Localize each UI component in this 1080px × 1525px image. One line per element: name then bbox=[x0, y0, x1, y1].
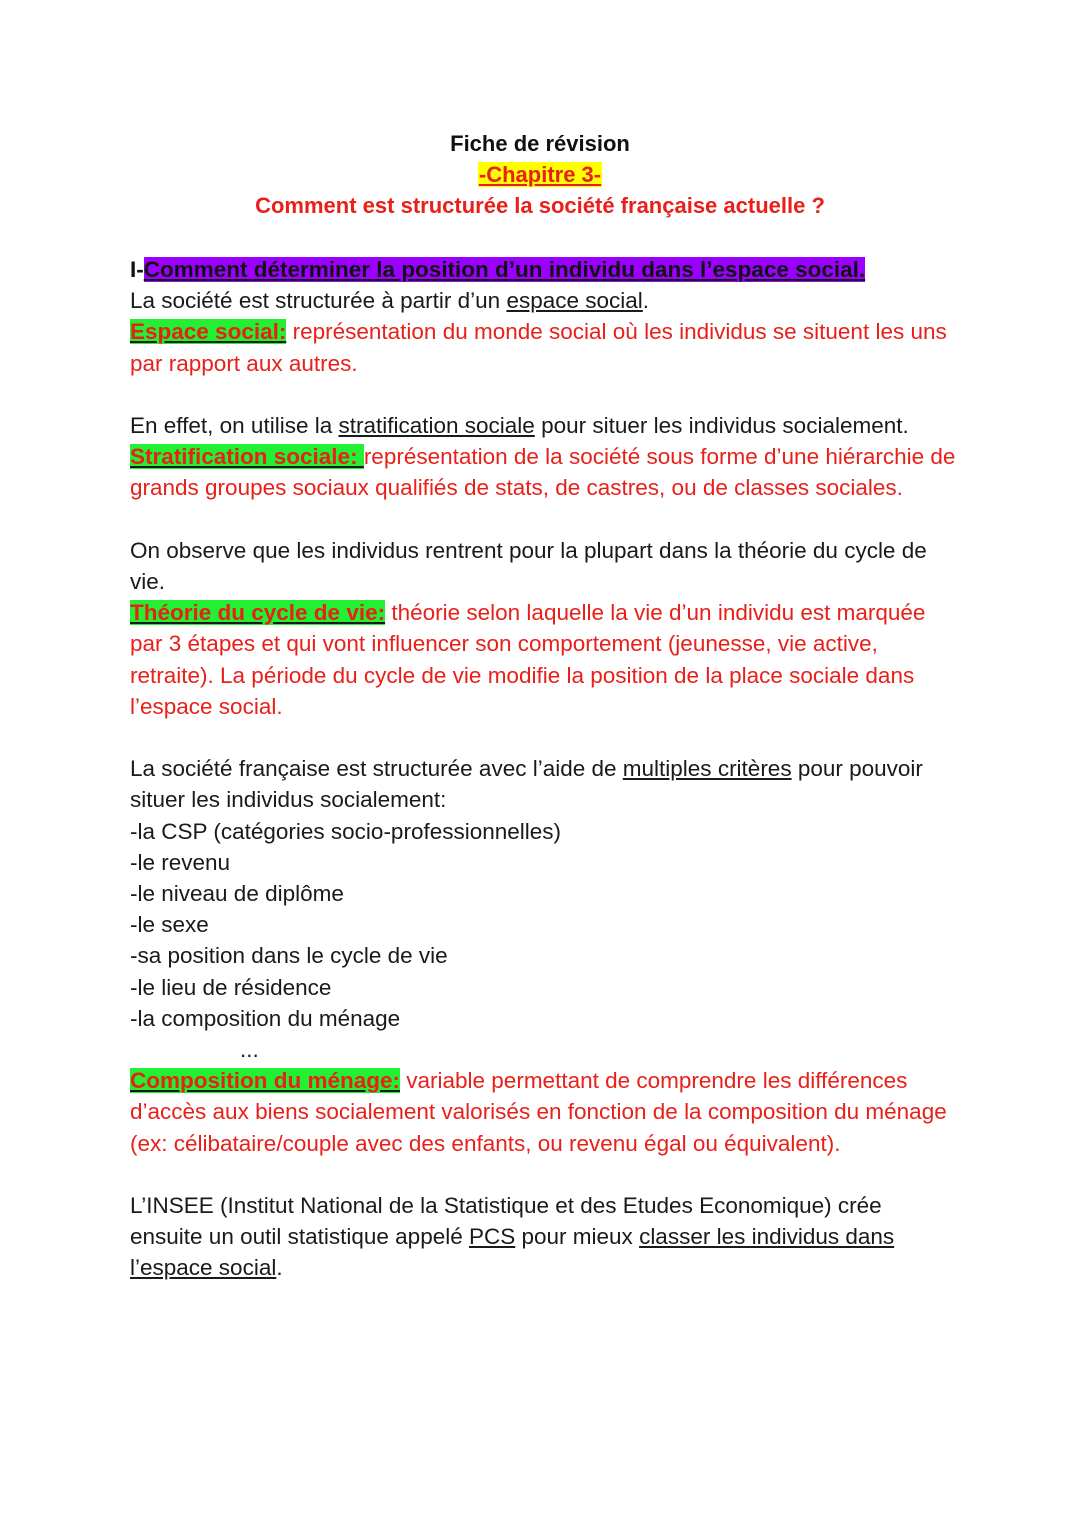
spacer bbox=[130, 379, 960, 410]
spacer bbox=[130, 1159, 960, 1190]
paragraph-text: . bbox=[642, 288, 650, 314]
paragraph-text: La société est structurée à partir d’un bbox=[130, 288, 507, 314]
paragraph-criteres bbox=[130, 753, 960, 815]
paragraph-insee bbox=[130, 1190, 960, 1284]
section-number: I- bbox=[130, 257, 144, 282]
paragraph-text: pour situer les individus socialement. bbox=[534, 413, 909, 438]
definition-text: représentation du monde social où les individus se situent les uns par rapport aux autres. bbox=[130, 319, 947, 376]
definition-term: Composition du ménage: bbox=[130, 1068, 400, 1094]
definition-cycle-de-vie bbox=[130, 597, 960, 722]
underlined-espace-social: espace social bbox=[506, 288, 643, 314]
paragraph-cycle-de-vie: On observe que les individus rentrent pour la plupart dans la théorie du cycle de vie. bbox=[130, 537, 927, 594]
spacer bbox=[130, 504, 960, 535]
document-body bbox=[130, 254, 960, 1284]
section-heading-text: Comment déterminer la position d’un individu dans l’espace social. bbox=[143, 257, 866, 282]
criteria-item: -le revenu bbox=[130, 849, 231, 875]
paragraph-text: pour pouvoir situer les individus socialement: bbox=[130, 756, 923, 813]
underlined-stratification-sociale: stratification sociale bbox=[338, 413, 535, 438]
paragraph-text: En effet, on utilise la bbox=[130, 413, 339, 438]
definition-term: Stratification sociale: bbox=[130, 444, 364, 470]
paragraph-text: La société française est structurée avec l’aide de bbox=[130, 756, 623, 782]
definition-term: Théorie du cycle de vie: bbox=[130, 600, 386, 626]
underlined-pcs: PCS bbox=[468, 1224, 516, 1250]
definition-text: variable permettant de comprendre les différences d’accès aux biens socialement valorisés en fonction de la composition du ménage (ex: célibataire/couple avec des enfants, ou revenu égal ou équivalent). bbox=[130, 1068, 947, 1156]
underlined-multiples-criteres: multiples critères bbox=[622, 756, 792, 782]
definition-stratification-sociale bbox=[130, 441, 960, 503]
definition-text: représentation de la société sous forme d’une hiérarchie de grands groupes sociaux qualifiés de stats, de castres, ou de classes sociales. bbox=[130, 444, 956, 501]
section-heading-1 bbox=[130, 254, 960, 285]
paragraph-stratification bbox=[130, 410, 960, 441]
paragraph-text: . bbox=[276, 1255, 283, 1281]
definition-text: théorie selon laquelle la vie d’un individu est marquée par 3 étapes et qui vont influencer son comportement (jeunesse, vie active, retraite). La période du cycle de vie modifie la position de la place sociale dans l’espace social. bbox=[130, 600, 926, 719]
criteria-item: -le niveau de diplôme bbox=[130, 881, 344, 907]
paragraph-espace-social bbox=[130, 285, 960, 316]
criteria-item: -le lieu de résidence bbox=[130, 974, 332, 1000]
criteria-item: -sa position dans le cycle de vie bbox=[130, 943, 448, 969]
chapter-highlight: -Chapitre 3- bbox=[478, 162, 602, 187]
paragraph-text: L’INSEE (Institut National de la Statistique et des Etudes Economique) crée ensuite un outil statistique appelé bbox=[130, 1193, 882, 1250]
chapter-label bbox=[0, 159, 1080, 190]
criteria-ellipsis: ... bbox=[240, 1037, 259, 1063]
criteria-item: -la composition du ménage bbox=[130, 1005, 401, 1031]
definition-term: Espace social: bbox=[130, 319, 287, 345]
paragraph-text: pour mieux bbox=[515, 1224, 640, 1250]
criteria-item: -la CSP (catégories socio-professionnelles) bbox=[130, 818, 562, 844]
chapter-question: Comment est structurée la société française actuelle ? bbox=[255, 193, 825, 218]
underlined-classer-individus: classer les individus dans l’espace social bbox=[130, 1224, 895, 1281]
document-header bbox=[0, 128, 1080, 221]
definition-espace-social bbox=[130, 316, 960, 378]
document-title: Fiche de révision bbox=[450, 131, 630, 156]
spacer bbox=[130, 722, 960, 753]
definition-composition-menage bbox=[130, 1065, 960, 1159]
criteria-item: -le sexe bbox=[130, 912, 209, 938]
